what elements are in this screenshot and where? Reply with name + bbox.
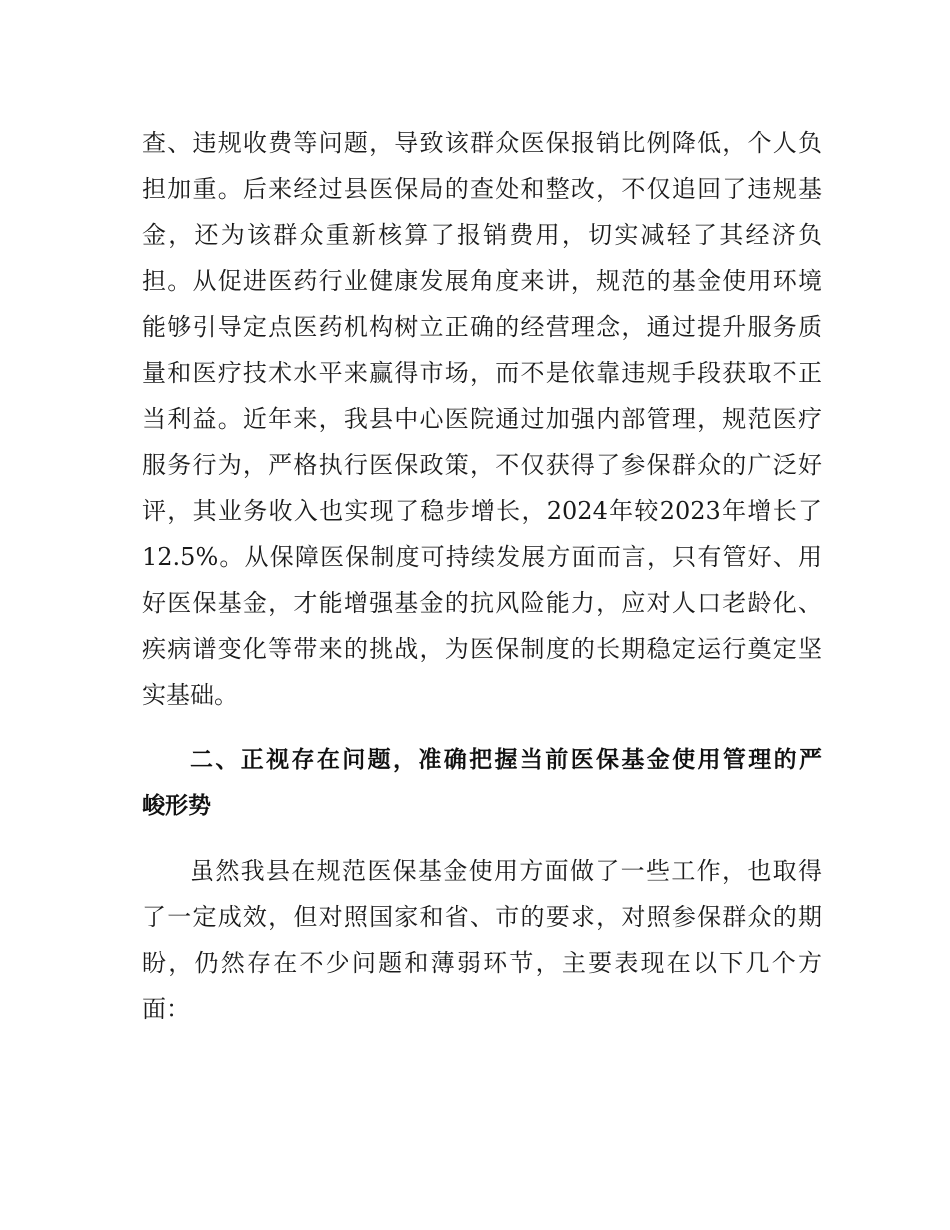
paragraph-1-line-6: 量和医疗技术水平来赢得市场，而不是依靠违规手段获取不正 (142, 359, 822, 387)
paragraph-1-line-9: 评，其业务收入也实现了稳步增长，2024年较2023年增长了 (142, 497, 822, 525)
paragraph-1-line-7: 当利益。近年来，我县中心医院通过加强内部管理，规范医疗 (142, 405, 822, 433)
paragraph-1-line-4: 担。从促进医药行业健康发展角度来讲，规范的基金使用环境 (142, 267, 822, 295)
paragraph-1-line-12: 疾病谱变化等带来的挑战，为医保制度的长期稳定运行奠定坚 (142, 635, 822, 663)
paragraph-1-line-13: 实基础。 (142, 681, 238, 709)
paragraph-2-line-4: 面： (142, 995, 190, 1023)
section-heading-line-2: 峻形势 (142, 793, 211, 819)
paragraph-1-line-5: 能够引导定点医药机构树立正确的经营理念，通过提升服务质 (142, 313, 822, 341)
paragraph-1-line-2: 担加重。后来经过县医保局的查处和整改，不仅追回了违规基 (142, 175, 822, 203)
section-heading-line-1: 二、正视存在问题，准确把握当前医保基金使用管理的严 (190, 747, 822, 773)
paragraph-2-line-1: 虽然我县在规范医保基金使用方面做了一些工作，也取得 (190, 857, 822, 885)
paragraph-1-line-1: 查、违规收费等问题，导致该群众医保报销比例降低，个人负 (142, 129, 822, 157)
paragraph-1-line-11: 好医保基金，才能增强基金的抗风险能力，应对人口老龄化、 (142, 589, 822, 617)
paragraph-1-line-8: 服务行为，严格执行医保政策，不仅获得了参保群众的广泛好 (142, 451, 822, 479)
paragraph-2-line-3: 盼，仍然存在不少问题和薄弱环节，主要表现在以下几个方 (142, 949, 822, 977)
paragraph-1-line-10: 12.5%。从保障医保制度可持续发展方面而言，只有管好、用 (142, 543, 822, 571)
paragraph-1-line-3: 金，还为该群众重新核算了报销费用，切实减轻了其经济负 (142, 221, 822, 249)
paragraph-2-line-2: 了一定成效，但对照国家和省、市的要求，对照参保群众的期 (142, 903, 822, 931)
